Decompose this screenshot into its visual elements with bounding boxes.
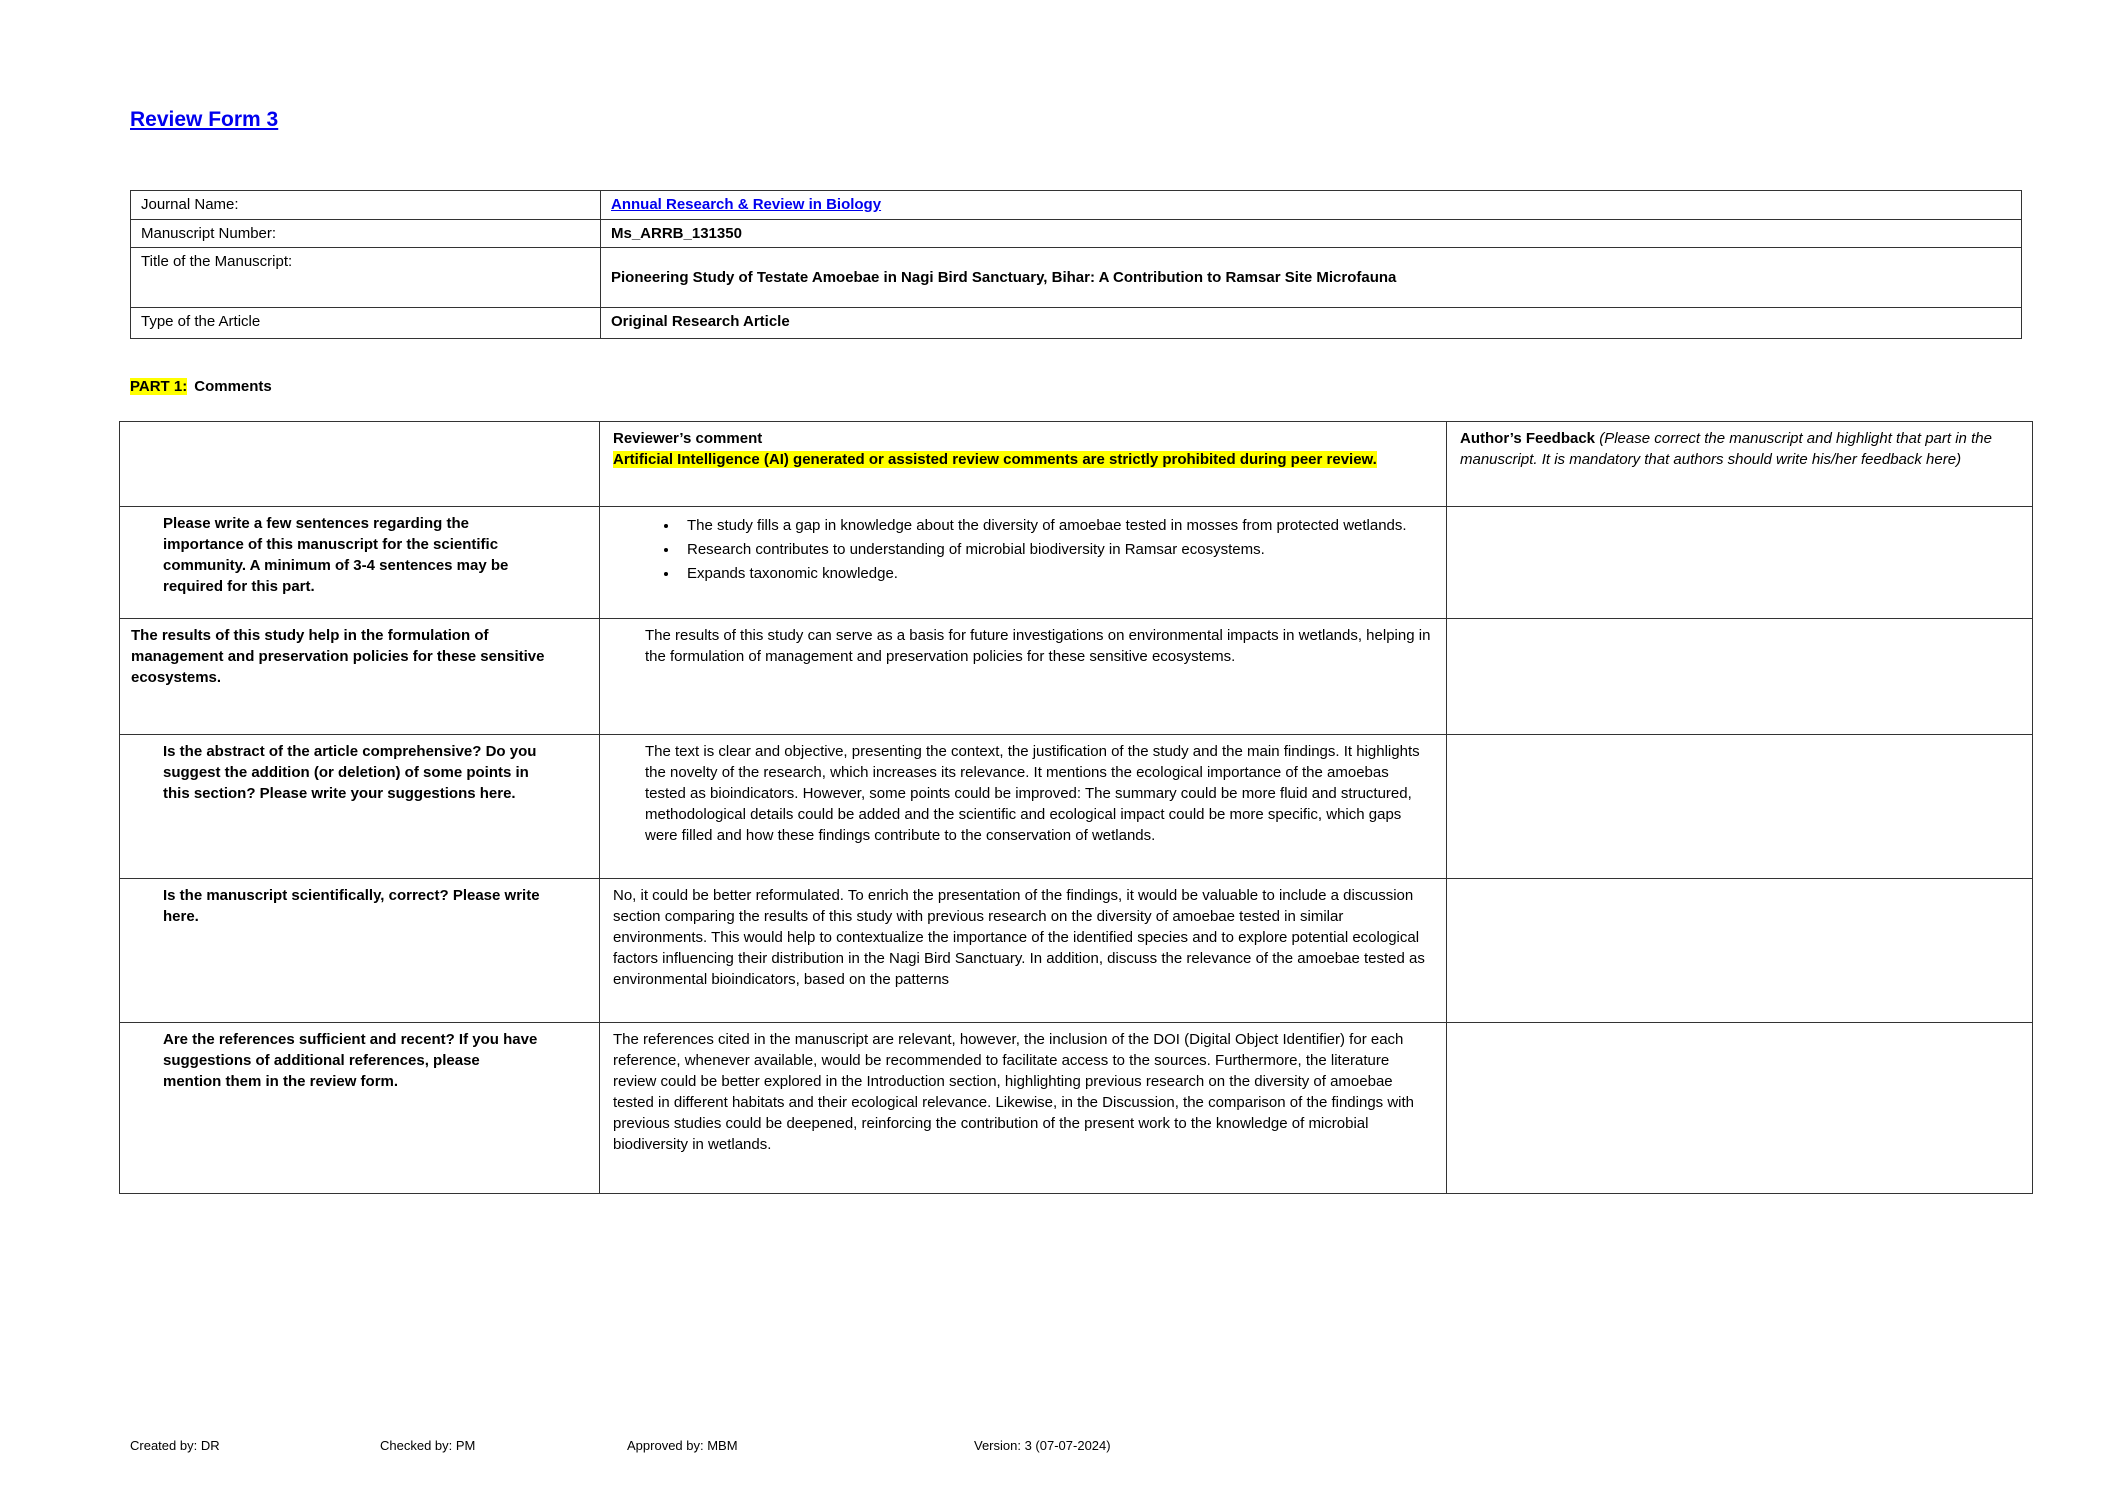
comment-bullet: • The study fills a gap in knowledge about the diversity of amoebae tested in mosses from protected wetlands.: [679, 515, 1433, 536]
comment-scientific-cell: [600, 879, 1447, 1023]
footer-checked-by: Checked by: PM: [380, 1438, 476, 1453]
review-table-header-row: [120, 422, 2033, 507]
journal-name-link[interactable]: Annual Research & Review in Biology: [611, 196, 882, 213]
manuscript-number-row: [131, 220, 2022, 248]
table-row-references: [120, 1023, 2033, 1194]
table-row-importance: [120, 507, 2033, 619]
author-feedback-cell[interactable]: [1447, 1023, 2033, 1194]
question-policies: The results of this study help in the formulation of management and preservation policies for these sensitive ecosystems.: [120, 619, 600, 735]
author-feedback-cell[interactable]: [1447, 507, 2033, 619]
journal-name-row: [131, 191, 2022, 220]
reviewer-comment-header: Reviewer’s comment: [613, 430, 763, 447]
page-title[interactable]: Review Form 3: [130, 108, 279, 131]
manuscript-title-value: Pioneering Study of Testate Amoebae in Nagi Bird Sanctuary, Bihar: A Contribution to Ramsar Site Microfauna: [601, 248, 2022, 308]
footer-approved-by: Approved by: MBM: [627, 1438, 738, 1453]
footer-version: Version: 3 (07-07-2024): [974, 1438, 1111, 1453]
comment-bullet-list: [613, 515, 1433, 584]
footer-created-by: Created by: DR: [130, 1438, 220, 1453]
comment-importance-cell: [600, 507, 1447, 619]
part1-heading: [130, 378, 272, 395]
question-importance: Please write a few sentences regarding the importance of this manuscript for the scientific community. A minimum of 3-4 sentences may be required for this part.: [120, 507, 600, 619]
comment-text: The references cited in the manuscript are relevant, however, the inclusion of the DOI (Digital Object Identifier) for each reference, whenever available, would be recommended to facilitate access to the sources. Furthermore, the literature review could be better explored in the Introduction section, highlighting previous research on the diversity of amoebae tested in different habitats and their ecological relevance. Likewise, in the Discussion, the comparison of the findings with previous studies could be deepened, reinforcing the contribution of the present work to the knowledge of microbial biodiversity in wetlands.: [613, 1031, 1415, 1153]
part1-label: PART 1:: [130, 378, 188, 395]
author-feedback-cell[interactable]: [1447, 879, 2033, 1023]
journal-name-cell: [601, 191, 2022, 220]
author-feedback-header-cell: [1447, 422, 2033, 507]
manuscript-title-label: Title of the Manuscript:: [131, 248, 601, 308]
manuscript-number-label: Manuscript Number:: [131, 220, 601, 248]
question-scientific-correctness: Is the manuscript scientifically, correct? Please write here.: [120, 879, 600, 1023]
question-references: Are the references sufficient and recent? If you have suggestions of additional references, please mention them in the review form.: [120, 1023, 600, 1194]
author-feedback-header: Author’s Feedback: [1460, 430, 1596, 447]
author-feedback-cell[interactable]: [1447, 619, 2033, 735]
comment-bullet: • Research contributes to understanding of microbial biodiversity in Ramsar ecosystems.: [679, 539, 1433, 560]
article-type-label: Type of the Article: [131, 308, 601, 339]
manuscript-info-table: [130, 190, 2022, 339]
question-abstract: Is the abstract of the article comprehensive? Do you suggest the addition (or deletion) of some points in this section? Please write your suggestions here.: [120, 735, 600, 879]
review-comments-table: [119, 421, 2033, 1194]
comment-text: The text is clear and objective, presenting the context, the justification of the study and the main findings. It highlights the novelty of the research, which increases its relevance. It mentions the ecological importance of the amoebas tested as bioindicators. However, some points could be improved: The summary could be more fluid and structured, methodological details could be added and the scientific and ecological impact could be more specific, which gaps were filled and how these findings contribute to the conservation of wetlands.: [645, 743, 1420, 844]
manuscript-title-row: [131, 248, 2022, 308]
comment-text: No, it could be better reformulated. To enrich the presentation of the findings, it would be valuable to include a discussion section comparing the results of this study with previous research on the diversity of amoebae tested in similar environments. This would help to contextualize the importance of the identified species and to explore potential ecological factors influencing their distribution in the Nagi Bird Sanctuary. In addition, discuss the relevance of the amoebae tested as environmental bioindicators, based on the patterns: [613, 887, 1425, 988]
author-feedback-note: (Please correct the manuscript and highlight that part in the manuscript. It is mandatory that authors should write his/her feedback here): [1460, 430, 1992, 468]
comment-bullet: • Expands taxonomic knowledge.: [679, 563, 1433, 584]
comment-policies-cell: [600, 619, 1447, 735]
comment-text: The results of this study can serve as a basis for future investigations on environmental impacts in wetlands, helping in the formulation of management and preservation policies for these sensitive ecosystems.: [645, 627, 1431, 665]
comment-abstract-cell: [600, 735, 1447, 879]
header-empty-cell: [120, 422, 600, 507]
author-feedback-cell[interactable]: [1447, 735, 2033, 879]
ai-prohibition-notice: Artificial Intelligence (AI) generated or assisted review comments are strictly prohibited during peer review.: [613, 451, 1377, 468]
article-type-row: [131, 308, 2022, 339]
article-type-value: Original Research Article: [601, 308, 2022, 339]
journal-name-label: Journal Name:: [131, 191, 601, 220]
table-row-scientific-correctness: [120, 879, 2033, 1023]
reviewer-comment-header-cell: [600, 422, 1447, 507]
part1-title: Comments: [194, 378, 272, 395]
table-row-abstract: [120, 735, 2033, 879]
comment-references-cell: [600, 1023, 1447, 1194]
table-row-policies: [120, 619, 2033, 735]
manuscript-number-value: Ms_ARRB_131350: [601, 220, 2022, 248]
